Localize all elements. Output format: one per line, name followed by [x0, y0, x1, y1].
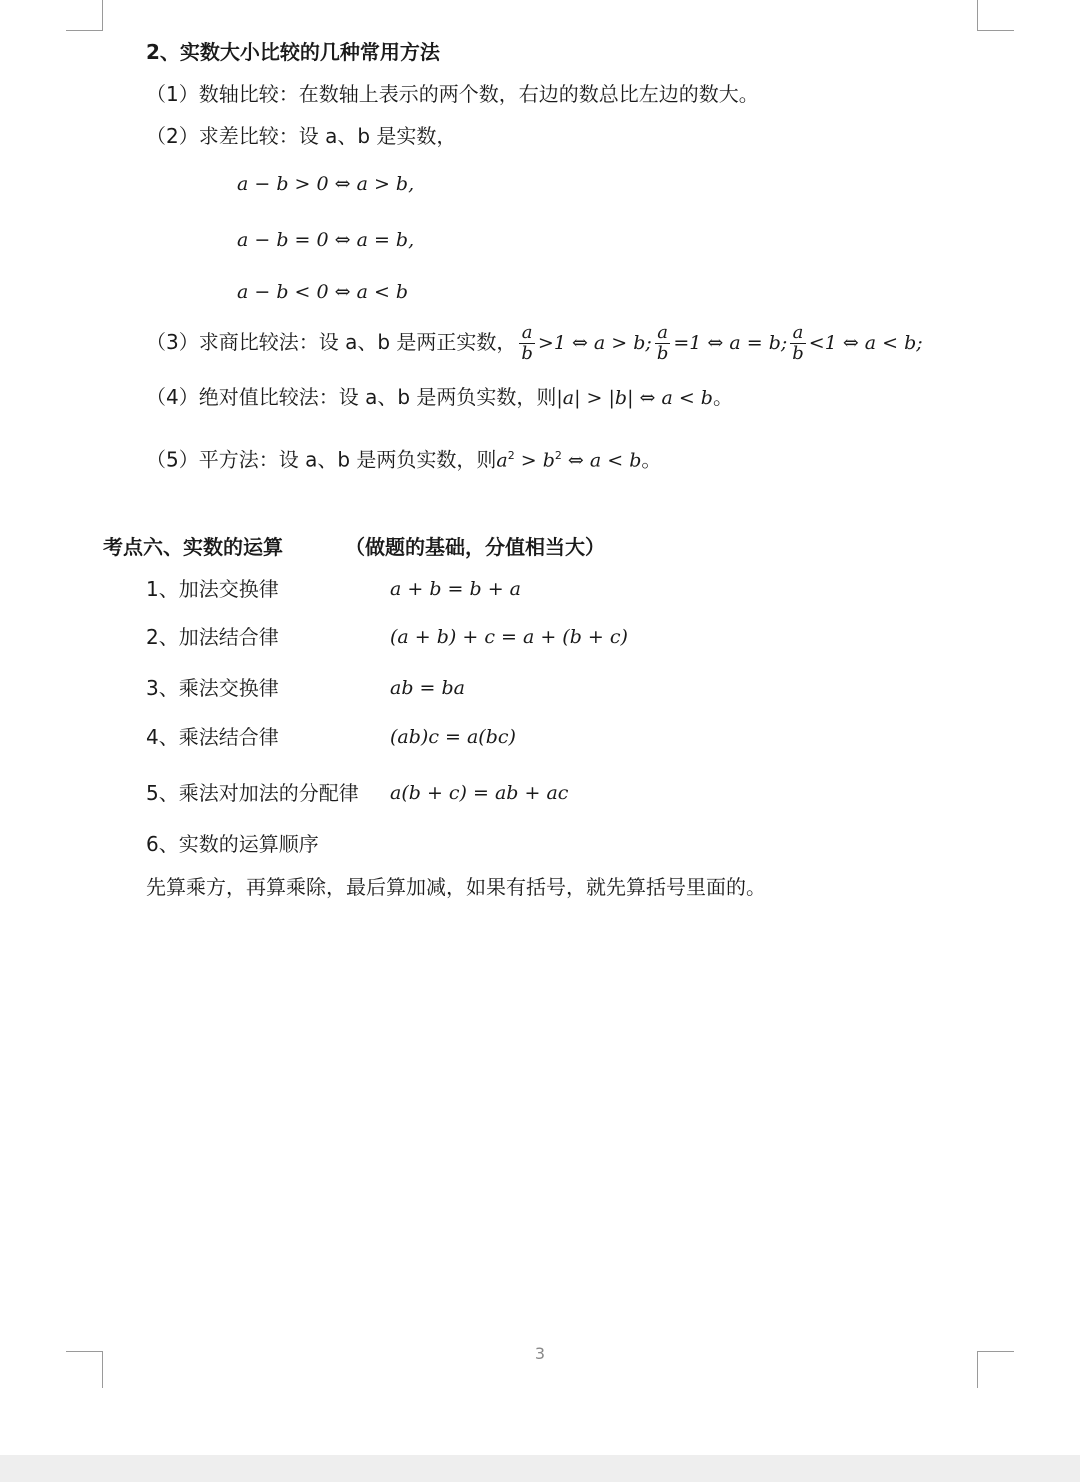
quotient-fraction-1: $\frac{a}{b}$: [521, 322, 533, 364]
diff-formula-1: a − b > 0 ⇔ a > b,: [237, 173, 415, 195]
order-text: 先算乘方，再算乘除，最后算加减，如果有括号，就先算括号里面的。: [146, 875, 766, 899]
item4-end: 。: [712, 385, 733, 409]
quotient-formula-3: <1 ⇔ a < b;: [808, 332, 923, 354]
quotient-fraction-3: $\frac{a}{b}$: [792, 322, 804, 364]
law-4-formula: (ab)c = a(bc): [390, 726, 516, 748]
law-5-name: 5、乘法对加法的分配律: [146, 781, 359, 805]
section2-item5: [146, 442, 661, 475]
quotient-formula-1: >1 ⇔ a > b;: [537, 332, 652, 354]
law-5-formula: a(b + c) = ab + ac: [390, 782, 569, 804]
section6-subtitle: （做题的基础，分值相当大）: [345, 535, 605, 559]
item4-formula: |a| > |b| ⇔ a < b: [556, 387, 713, 409]
section2-item4: [146, 383, 733, 412]
law-2-name: 2、加法结合律: [146, 625, 279, 649]
diff-formula-2: a − b = 0 ⇔ a = b,: [237, 229, 415, 251]
quotient-fraction-2: $\frac{a}{b}$: [656, 322, 669, 364]
law-4-name: 4、乘法结合律: [146, 725, 279, 749]
item5-exp2: 2: [554, 449, 562, 462]
page-number: 3: [534, 1344, 546, 1363]
item5-label: （5）平方法：设 a、b 是两负实数，则: [146, 447, 497, 472]
item5-gt: > b: [514, 449, 555, 472]
law-3-formula: ab = ba: [390, 677, 465, 699]
law-2-formula: (a + b) + c = a + (b + c): [390, 626, 628, 648]
item5-end: 。: [641, 447, 662, 472]
crop-mark-top-left: [66, 0, 103, 31]
viewer-bottom-bar: [0, 1455, 1080, 1482]
crop-mark-top-right: [977, 0, 1014, 31]
section2-item3: [146, 318, 923, 367]
item5-rest: ⇔ a < b: [561, 449, 642, 472]
item4-label: （4）绝对值比较法：设 a、b 是两负实数，则: [146, 385, 557, 409]
diff-formula-3: a − b < 0 ⇔ a < b: [237, 281, 409, 303]
item5-a: a: [496, 449, 508, 472]
item5-exp1: 2: [507, 449, 515, 462]
law-3-name: 3、乘法交换律: [146, 676, 279, 700]
section2-title: 2、实数大小比较的几种常用方法: [146, 40, 440, 64]
section2-item1: （1）数轴比较：在数轴上表示的两个数，右边的数总比左边的数大。: [146, 82, 759, 106]
law-1-formula: a + b = b + a: [390, 578, 521, 600]
item3-label: （3）求商比较法：设 a、b 是两正实数，: [146, 330, 517, 354]
law-1-name: 1、加法交换律: [146, 577, 279, 601]
section6-title: 考点六、实数的运算: [103, 535, 283, 559]
order-title: 6、实数的运算顺序: [146, 832, 319, 856]
section2-item2: （2）求差比较：设 a、b 是实数，: [146, 124, 457, 148]
quotient-formula-2: =1 ⇔ a = b;: [673, 332, 788, 354]
